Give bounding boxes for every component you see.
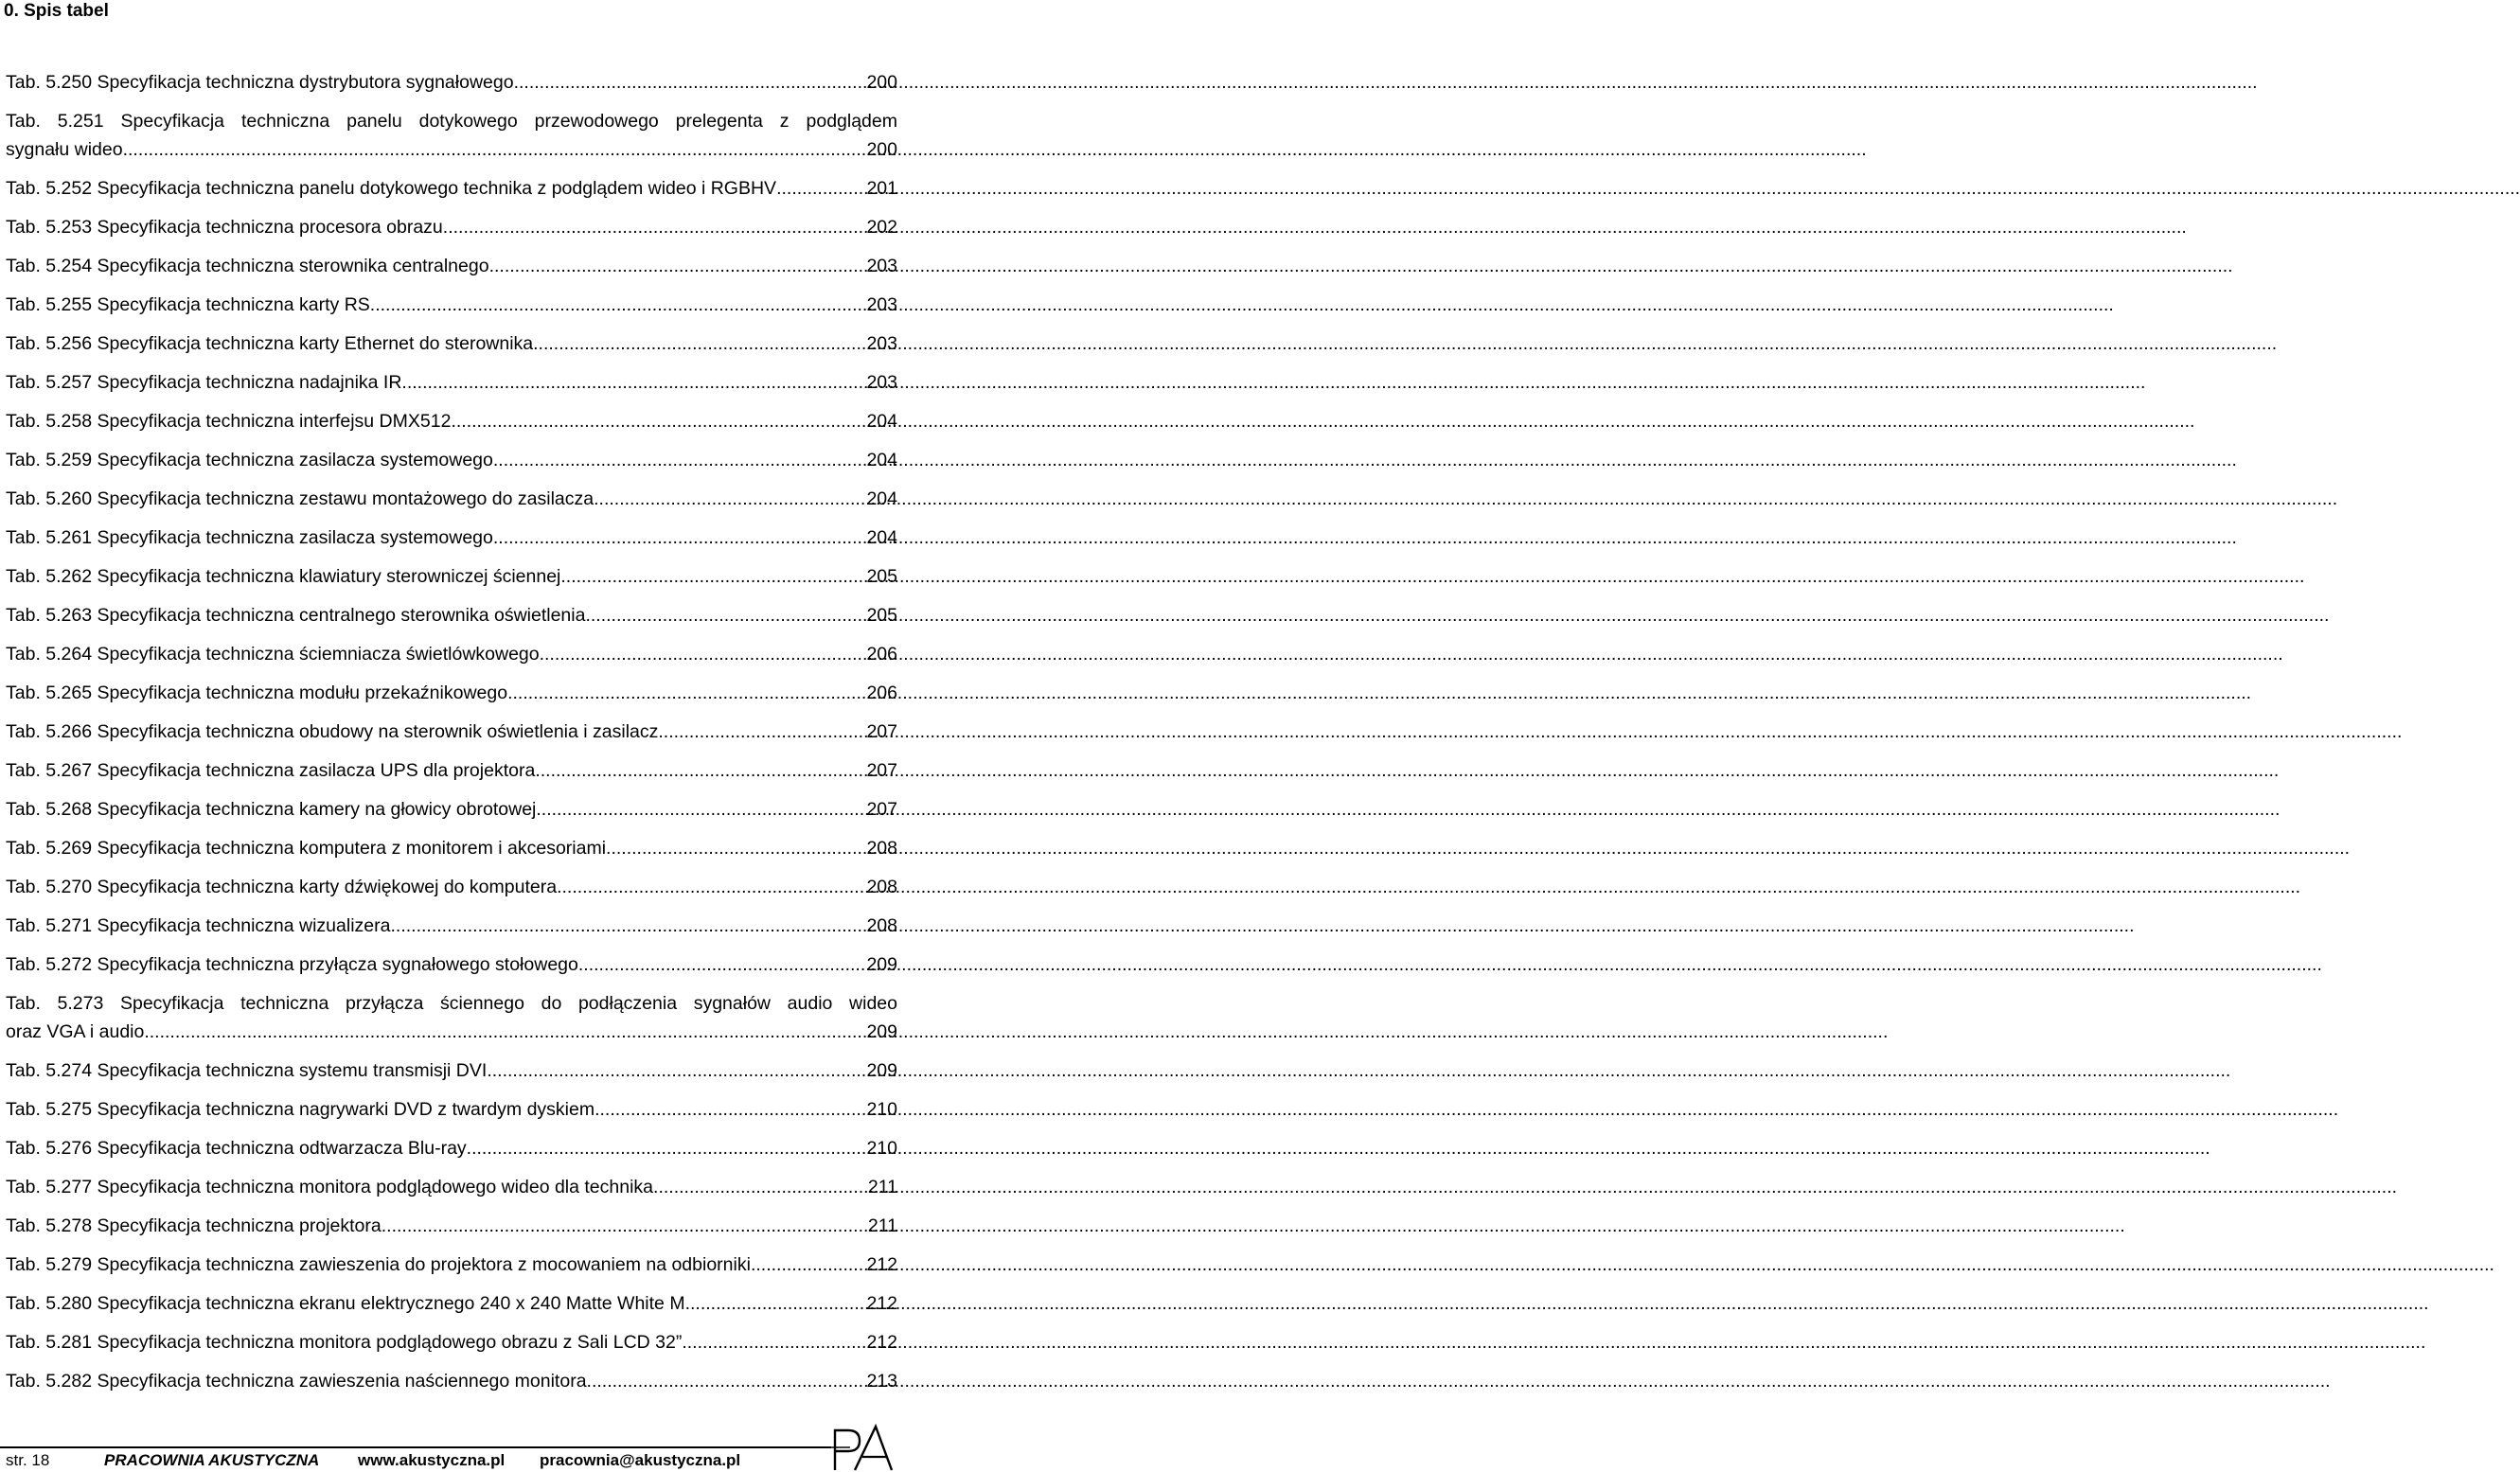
toc-page-number: 211	[867, 1215, 897, 1236]
toc-entry[interactable]	[6, 213, 897, 241]
toc-page-number: 204	[866, 527, 897, 548]
toc-page-number: 200	[866, 139, 897, 160]
toc-page-number: 204	[866, 411, 897, 432]
toc-entry[interactable]	[6, 107, 897, 164]
toc-leader-dots	[536, 795, 866, 824]
toc-entry[interactable]	[6, 795, 897, 824]
toc-entry[interactable]	[6, 252, 897, 280]
toc-entry[interactable]	[6, 912, 897, 940]
toc-entry-title: Tab. 5.281 Specyfikacja techniczna monitora podglądowego obrazu z Sali LCD 32”	[6, 1332, 683, 1353]
toc-page-number: 203	[866, 294, 897, 315]
toc-page-number: 213	[866, 1371, 897, 1392]
toc-entry-title: Tab. 5.277 Specyfikacja techniczna monitora podglądowego wideo dla technika	[6, 1177, 654, 1197]
toc-entry-title: Tab. 5.280 Specyfikacja techniczna ekranu elektrycznego 240 x 240 Matte White M	[6, 1293, 685, 1314]
toc-entry[interactable]	[6, 679, 897, 707]
toc-leader-dots	[751, 1250, 867, 1279]
toc-entry[interactable]	[6, 1250, 897, 1279]
toc-leader-dots	[585, 601, 866, 630]
toc-entry-title: Tab. 5.259 Specyfikacja techniczna zasilacza systemowego	[6, 450, 493, 470]
toc-leader-dots	[606, 834, 866, 862]
toc-leader-dots	[776, 174, 866, 203]
toc-entry-title: Tab. 5.263 Specyfikacja techniczna centralnego sterownika oświetlenia	[6, 605, 586, 626]
toc-page-number: 212	[866, 1332, 897, 1353]
toc-leader-dots	[493, 523, 867, 552]
toc-page-number: 200	[866, 72, 897, 93]
footer-page-number: str. 18	[6, 1451, 50, 1469]
toc-entry-title: Tab. 5.254 Specyfikacja techniczna sterownika centralnego	[6, 256, 489, 276]
toc-leader-dots	[658, 718, 866, 746]
toc-entry[interactable]	[6, 407, 897, 435]
toc-leader-dots	[540, 640, 867, 668]
toc-leader-dots	[401, 368, 866, 397]
toc-entry[interactable]	[6, 601, 897, 630]
toc-leader-dots	[653, 1173, 868, 1201]
toc-page-number: 207	[866, 721, 897, 742]
page-title: 0. Spis tabel	[4, 1, 109, 21]
toc-leader-dots	[451, 407, 866, 435]
toc-page-number: 207	[866, 799, 897, 820]
toc-page-number: 204	[866, 450, 897, 470]
toc-entry[interactable]	[6, 1134, 897, 1162]
toc-leader-dots	[535, 756, 866, 785]
toc-entry[interactable]	[6, 1212, 897, 1240]
table-of-contents	[6, 68, 897, 1406]
toc-entry-title: Tab. 5.279 Specyfikacja techniczna zawieszenia do projektora z mocowaniem na odbiorniki	[6, 1254, 751, 1275]
toc-leader-dots	[467, 1134, 867, 1162]
toc-entry-title: Tab. 5.282 Specyfikacja techniczna zawieszenia naściennego monitora	[6, 1371, 587, 1392]
toc-leader-dots	[370, 291, 867, 319]
toc-entry[interactable]	[6, 718, 897, 746]
toc-page-number: 206	[866, 644, 897, 665]
company-logo-icon	[831, 1423, 894, 1470]
toc-leader-dots	[382, 1212, 868, 1240]
toc-leader-dots	[443, 213, 867, 241]
toc-entry-title: Tab. 5.253 Specyfikacja techniczna procesora obrazu	[6, 217, 443, 238]
toc-page-number: 203	[866, 372, 897, 393]
toc-entry-title: Tab. 5.266 Specyfikacja techniczna obudowy na sterownik oświetlenia i zasilacz	[6, 721, 659, 742]
toc-leader-dots	[493, 446, 867, 474]
toc-entry-title: Tab. 5.275 Specyfikacja techniczna nagrywarki DVD z twardym dyskiem	[6, 1099, 595, 1120]
toc-entry-title: Tab. 5.268 Specyfikacja techniczna kamery na głowicy obrotowej	[6, 799, 537, 820]
toc-page-number: 205	[866, 566, 897, 587]
toc-entry[interactable]	[6, 1056, 897, 1085]
toc-leader-dots	[390, 912, 866, 940]
toc-entry[interactable]	[6, 523, 897, 552]
toc-page-number: 212	[866, 1254, 897, 1275]
toc-page-number: 212	[866, 1293, 897, 1314]
toc-entry[interactable]	[6, 329, 897, 358]
toc-page-number: 209	[866, 1060, 897, 1081]
toc-entry[interactable]	[6, 446, 897, 474]
footer	[6, 1449, 740, 1472]
toc-entry-title-line: oraz VGA i audio	[6, 1021, 145, 1042]
toc-entry-title: Tab. 5.260 Specyfikacja techniczna zestawu montażowego do zasilacza	[6, 488, 595, 509]
toc-entry-title: Tab. 5.264 Specyfikacja techniczna ściemniacza świetlówkowego	[6, 644, 540, 665]
toc-page-number: 204	[866, 488, 897, 509]
toc-entry[interactable]	[6, 562, 897, 591]
toc-page-number: 203	[866, 333, 897, 354]
toc-entry[interactable]	[6, 1095, 897, 1124]
toc-entry-title: Tab. 5.261 Specyfikacja techniczna zasilacza systemowego	[6, 527, 493, 548]
toc-page-number: 210	[866, 1099, 897, 1120]
toc-leader-dots	[489, 252, 867, 280]
toc-entry-title: Tab. 5.256 Specyfikacja techniczna karty Ethernet do sterownika	[6, 333, 534, 354]
toc-entry[interactable]	[6, 485, 897, 513]
toc-entry[interactable]	[6, 68, 897, 97]
toc-entry-title: Tab. 5.262 Specyfikacja techniczna klawiatury sterowniczej ściennej	[6, 566, 561, 587]
toc-leader-dots	[507, 679, 866, 707]
toc-entry[interactable]	[6, 291, 897, 319]
toc-entry[interactable]	[6, 174, 897, 203]
toc-leader-dots	[685, 1289, 867, 1318]
toc-leader-dots	[682, 1328, 866, 1357]
toc-entry-title: Tab. 5.276 Specyfikacja techniczna odtwarzacza Blu-ray	[6, 1138, 467, 1159]
toc-leader-dots	[144, 1018, 866, 1046]
toc-entry-title: Tab. 5.270 Specyfikacja techniczna karty dźwiękowej do komputera	[6, 877, 558, 897]
toc-entry[interactable]	[6, 640, 897, 668]
toc-entry-title: Tab. 5.250 Specyfikacja techniczna dystrybutora sygnałowego	[6, 72, 514, 93]
toc-entry-title: Tab. 5.278 Specyfikacja techniczna projektora	[6, 1215, 382, 1236]
footer-divider	[0, 1446, 831, 1448]
toc-entry-title: Tab. 5.252 Specyfikacja techniczna panelu dotykowego technika z podglądem wideo i RGBHV	[6, 178, 777, 199]
toc-entry-title: Tab. 5.255 Specyfikacja techniczna karty RS	[6, 294, 370, 315]
toc-entry-title-line: Tab. 5.273 Specyfikacja techniczna przyłącza ściennego do podłączenia sygnałów audio wideo	[6, 993, 897, 1014]
toc-entry-title: Tab. 5.265 Specyfikacja techniczna modułu przekaźnikowego	[6, 683, 508, 703]
toc-page-number: 209	[866, 954, 897, 975]
toc-page-number: 209	[866, 1021, 897, 1042]
toc-entry[interactable]	[6, 756, 897, 785]
toc-leader-dots	[560, 562, 866, 591]
toc-entry-title: Tab. 5.271 Specyfikacja techniczna wizualizera	[6, 915, 391, 936]
toc-entry-title: Tab. 5.257 Specyfikacja techniczna nadajnika IR	[6, 372, 402, 393]
toc-entry-title: Tab. 5.274 Specyfikacja techniczna systemu transmisji DVI	[6, 1060, 488, 1081]
footer-website-link[interactable]: www.akustyczna.pl	[358, 1451, 506, 1469]
toc-page-number: 208	[866, 915, 897, 936]
toc-leader-dots	[595, 1095, 866, 1124]
toc-leader-dots	[533, 329, 866, 358]
toc-page-number: 208	[866, 838, 897, 859]
toc-page-number: 205	[866, 605, 897, 626]
toc-entry[interactable]	[6, 950, 897, 979]
toc-leader-dots	[514, 68, 867, 97]
toc-entry-title: Tab. 5.272 Specyfikacja techniczna przyłącza sygnałowego stołowego	[6, 954, 578, 975]
toc-leader-dots	[123, 135, 867, 164]
toc-entry[interactable]	[6, 834, 897, 862]
toc-entry[interactable]	[6, 1328, 897, 1357]
toc-leader-dots	[594, 485, 866, 513]
footer-company-name: PRACOWNIA AKUSTYCZNA	[104, 1451, 320, 1469]
toc-entry[interactable]	[6, 873, 897, 901]
toc-entry[interactable]	[6, 368, 897, 397]
toc-entry[interactable]	[6, 989, 897, 1046]
footer-email-link[interactable]: pracownia@akustyczna.pl	[540, 1451, 741, 1469]
toc-page-number: 210	[866, 1138, 897, 1159]
toc-leader-dots	[557, 873, 866, 901]
toc-page-number: 211	[867, 1177, 897, 1197]
toc-leader-dots	[578, 950, 867, 979]
toc-entry[interactable]	[6, 1289, 897, 1318]
toc-page-number: 202	[866, 217, 897, 238]
toc-entry-title: Tab. 5.258 Specyfikacja techniczna interfejsu DMX512	[6, 411, 452, 432]
toc-entry[interactable]	[6, 1367, 897, 1395]
toc-page-number: 201	[866, 178, 897, 199]
toc-entry-title: Tab. 5.267 Specyfikacja techniczna zasilacza UPS dla projektora	[6, 760, 536, 781]
toc-entry[interactable]	[6, 1173, 897, 1201]
toc-page-number: 206	[866, 683, 897, 703]
toc-entry-title: Tab. 5.269 Specyfikacja techniczna komputera z monitorem i akcesoriami	[6, 838, 607, 859]
toc-leader-dots	[487, 1056, 866, 1085]
toc-entry-title-line: Tab. 5.251 Specyfikacja techniczna panelu dotykowego przewodowego prelegenta z podglądem	[6, 111, 897, 132]
toc-page-number: 208	[866, 877, 897, 897]
toc-page-number: 203	[866, 256, 897, 276]
toc-entry-title-line: sygnału wideo	[6, 139, 123, 160]
toc-leader-dots	[587, 1367, 867, 1395]
toc-page-number: 207	[866, 760, 897, 781]
